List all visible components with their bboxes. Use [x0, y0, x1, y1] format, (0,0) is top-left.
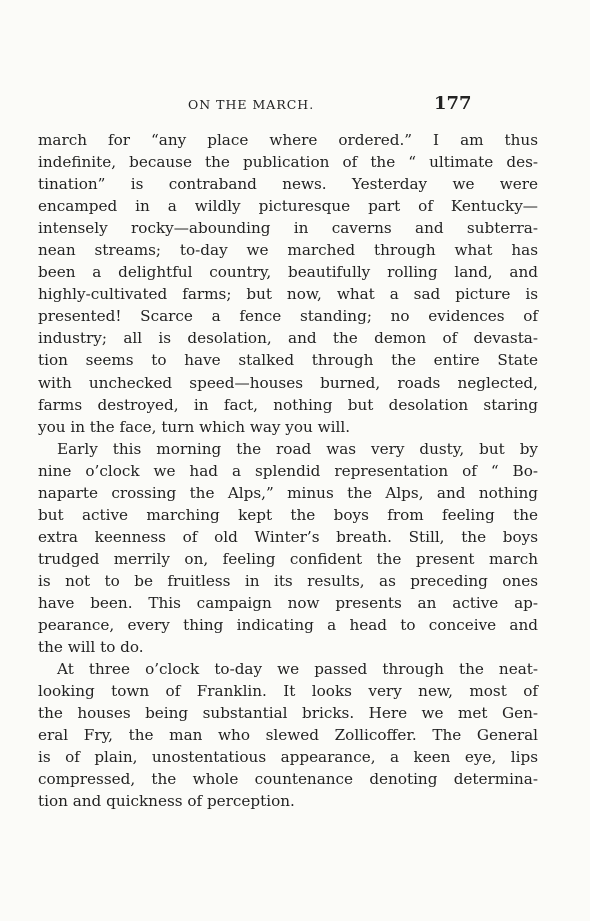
- running-head: [0, 95, 590, 117]
- text-line: indefinite, because the publication of the “ ultimate des-: [38, 153, 538, 172]
- text-line: eral Fry, the man who slewed Zollicoffer. The General: [38, 726, 538, 745]
- text-line: nine o’clock we had a splendid representation of “ Bo-: [38, 461, 538, 480]
- text-line: naparte crossing the Alps,” minus the Alps, and nothing: [38, 483, 538, 502]
- text-line: you in the face, turn which way you will.: [38, 417, 351, 436]
- text-line: march for “any place where ordered.” I am thus: [38, 131, 538, 149]
- text-line: highly-cultivated farms; but now, what a sad picture is: [38, 285, 538, 304]
- page-number: 177: [434, 93, 472, 114]
- text-line: tion and quickness of perception.: [38, 792, 295, 811]
- text-line: looking town of Franklin. It looks very new, most of: [38, 682, 538, 701]
- text-line: the will to do.: [38, 638, 144, 657]
- text-line: At three o’clock to-day we passed through the neat-: [57, 660, 538, 679]
- text-line: extra keenness of old Winter’s breath. Still, the boys: [38, 527, 538, 546]
- text-line: the houses being substantial bricks. Here we met Gen-: [38, 704, 538, 723]
- body-text: [38, 129, 538, 812]
- text-line: have been. This campaign now presents an active ap-: [38, 593, 538, 612]
- text-line: encamped in a wildly picturesque part of Kentucky—: [38, 197, 538, 216]
- text-line: is not to be fruitless in its results, as preceding ones: [38, 571, 538, 590]
- text-line: trudged merrily on, feeling confident the present march: [38, 549, 538, 568]
- text-line: nean streams; to-day we marched through what has: [38, 241, 538, 260]
- text-line: is of plain, unostentatious appearance, a keen eye, lips: [38, 748, 538, 767]
- text-line: tination” is contraband news. Yesterday we were: [38, 175, 538, 194]
- text-line: industry; all is desolation, and the demon of devasta-: [38, 329, 538, 348]
- text-line: presented! Scarce a fence standing; no evidences of: [38, 307, 538, 326]
- text-line: tion seems to have stalked through the entire State: [38, 351, 538, 370]
- text-line: Early this morning the road was very dusty, but by: [57, 439, 538, 458]
- text-line: farms destroyed, in fact, nothing but desolation staring: [38, 395, 538, 414]
- text-line: with unchecked speed—houses burned, roads neglected,: [38, 373, 538, 392]
- text-line: compressed, the whole countenance denoting determina-: [38, 770, 538, 789]
- text-line: but active marching kept the boys from feeling the: [38, 505, 538, 524]
- text-line: intensely rocky—abounding in caverns and subterra-: [38, 219, 538, 238]
- text-line: pearance, every thing indicating a head to conceive and: [38, 616, 538, 635]
- running-title: ON THE MARCH.: [188, 97, 315, 112]
- text-line: been a delightful country, beautifully rolling land, and: [38, 263, 538, 282]
